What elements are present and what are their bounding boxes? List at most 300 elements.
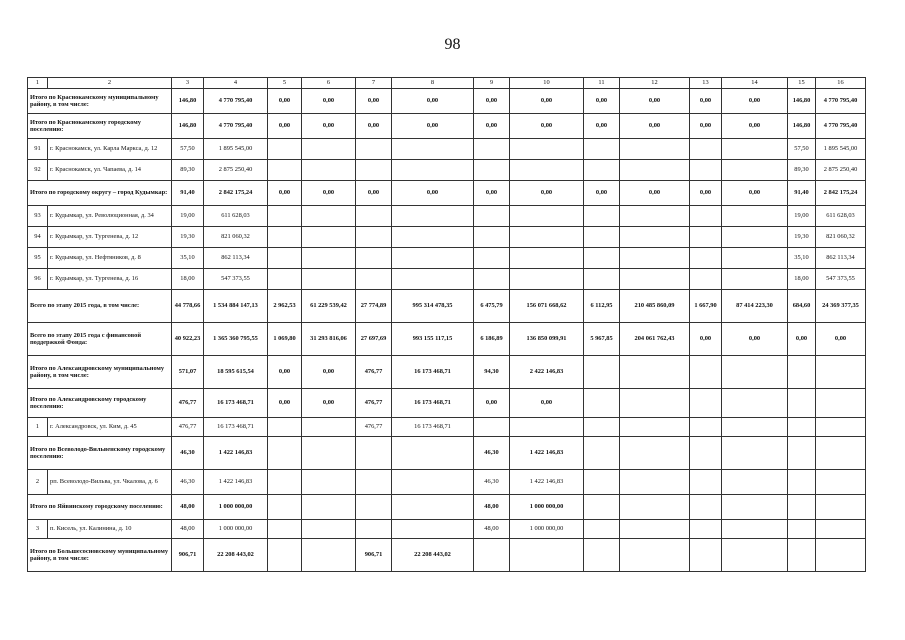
value-cell-col9: 0,00	[474, 89, 510, 114]
value-cell-col11: 0,00	[584, 89, 620, 114]
value-cell-col5: 0,00	[268, 181, 302, 206]
address-cell: рп. Всеволодо-Вильва, ул. Чкалова, д. 6	[48, 470, 172, 495]
value-cell-col12	[620, 437, 690, 470]
value-cell-col10: 0,00	[510, 181, 584, 206]
value-cell-col5	[268, 160, 302, 181]
value-cell-col15: 91,40	[788, 181, 816, 206]
value-cell-col7	[356, 437, 392, 470]
page-number: 98	[444, 36, 461, 53]
summary-label: Итого по Александровскому городскому поселению:	[28, 389, 172, 418]
value-cell-col14	[722, 139, 788, 160]
value-cell-col6	[302, 539, 356, 572]
value-cell-col10	[510, 139, 584, 160]
value-cell-col4: 1 000 000,00	[204, 520, 268, 539]
housing-program-table	[27, 77, 866, 572]
value-cell-col7: 906,71	[356, 539, 392, 572]
value-cell-col7: 476,77	[356, 389, 392, 418]
value-cell-col4: 16 173 468,71	[204, 389, 268, 418]
value-cell-col3: 146,80	[172, 114, 204, 139]
value-cell-col9	[474, 418, 510, 437]
value-cell-col4: 2 842 175,24	[204, 181, 268, 206]
value-cell-col3: 571,07	[172, 356, 204, 389]
value-cell-col15	[788, 495, 816, 520]
address-cell: п. Кисель, ул. Калинина, д. 10	[48, 520, 172, 539]
value-cell-col9	[474, 206, 510, 227]
value-cell-col9: 46,30	[474, 437, 510, 470]
value-cell-col5	[268, 437, 302, 470]
table-row	[28, 160, 866, 181]
table-row	[28, 227, 866, 248]
value-cell-col14: 0,00	[722, 323, 788, 356]
value-cell-col3: 44 778,66	[172, 290, 204, 323]
value-cell-col14	[722, 437, 788, 470]
table-row	[28, 520, 866, 539]
value-cell-col13: 0,00	[690, 114, 722, 139]
value-cell-col6	[302, 437, 356, 470]
value-cell-col6: 0,00	[302, 389, 356, 418]
summary-row	[28, 181, 866, 206]
value-cell-col11	[584, 520, 620, 539]
value-cell-col14	[722, 495, 788, 520]
value-cell-col14	[722, 160, 788, 181]
summary-row	[28, 114, 866, 139]
value-cell-col11	[584, 539, 620, 572]
value-cell-col8: 16 173 468,71	[392, 418, 474, 437]
value-cell-col3: 46,30	[172, 437, 204, 470]
value-cell-col10: 1 000 000,00	[510, 520, 584, 539]
value-cell-col6: 0,00	[302, 114, 356, 139]
value-cell-col5	[268, 418, 302, 437]
value-cell-col9	[474, 139, 510, 160]
summary-label: Итого по Краснокамскому муниципальному району, в том числе:	[28, 89, 172, 114]
summary-row	[28, 437, 866, 470]
value-cell-col3: 18,00	[172, 269, 204, 290]
value-cell-col15: 19,30	[788, 227, 816, 248]
value-cell-col12: 0,00	[620, 181, 690, 206]
value-cell-col10	[510, 418, 584, 437]
value-cell-col13	[690, 160, 722, 181]
value-cell-col14	[722, 227, 788, 248]
value-cell-col4: 4 770 795,40	[204, 89, 268, 114]
value-cell-col9: 94,30	[474, 356, 510, 389]
value-cell-col5: 0,00	[268, 356, 302, 389]
value-cell-col8: 0,00	[392, 114, 474, 139]
value-cell-col15: 146,80	[788, 89, 816, 114]
value-cell-col13	[690, 495, 722, 520]
value-cell-col14: 0,00	[722, 114, 788, 139]
table-row	[28, 248, 866, 269]
value-cell-col5	[268, 495, 302, 520]
value-cell-col15: 89,30	[788, 160, 816, 181]
value-cell-col4: 1 000 000,00	[204, 495, 268, 520]
value-cell-col16: 611 628,03	[816, 206, 866, 227]
value-cell-col15: 35,10	[788, 248, 816, 269]
value-cell-col3: 48,00	[172, 495, 204, 520]
value-cell-col9: 46,30	[474, 470, 510, 495]
value-cell-col16: 24 369 377,35	[816, 290, 866, 323]
value-cell-col8: 0,00	[392, 89, 474, 114]
column-number-7: 7	[356, 78, 392, 89]
value-cell-col13	[690, 248, 722, 269]
value-cell-col14	[722, 470, 788, 495]
summary-row	[28, 539, 866, 572]
column-number-1: 1	[28, 78, 48, 89]
value-cell-col7: 0,00	[356, 181, 392, 206]
row-number: 92	[28, 160, 48, 181]
value-cell-col14	[722, 269, 788, 290]
value-cell-col13: 1 667,90	[690, 290, 722, 323]
value-cell-col15	[788, 520, 816, 539]
value-cell-col8: 22 208 443,02	[392, 539, 474, 572]
value-cell-col13	[690, 539, 722, 572]
row-number: 94	[28, 227, 48, 248]
value-cell-col5	[268, 227, 302, 248]
column-number-8: 8	[392, 78, 474, 89]
value-cell-col15: 684,60	[788, 290, 816, 323]
summary-label: Всего по этапу 2015 года, в том числе:	[28, 290, 172, 323]
address-cell: г. Кудымкар, ул. Тургенева, д. 16	[48, 269, 172, 290]
summary-row	[28, 495, 866, 520]
value-cell-col10	[510, 248, 584, 269]
value-cell-col3: 48,00	[172, 520, 204, 539]
value-cell-col9: 6 186,89	[474, 323, 510, 356]
value-cell-col16	[816, 356, 866, 389]
value-cell-col7: 0,00	[356, 114, 392, 139]
summary-row	[28, 323, 866, 356]
value-cell-col8	[392, 269, 474, 290]
summary-row	[28, 290, 866, 323]
value-cell-col16: 4 770 795,40	[816, 89, 866, 114]
summary-label: Итого по Краснокамскому городскому поселению:	[28, 114, 172, 139]
value-cell-col6	[302, 139, 356, 160]
column-number-16: 16	[816, 78, 866, 89]
value-cell-col3: 91,40	[172, 181, 204, 206]
value-cell-col4: 16 173 468,71	[204, 418, 268, 437]
value-cell-col11	[584, 206, 620, 227]
value-cell-col10	[510, 269, 584, 290]
value-cell-col6	[302, 418, 356, 437]
value-cell-col7: 476,77	[356, 356, 392, 389]
value-cell-col9: 0,00	[474, 389, 510, 418]
value-cell-col7: 27 774,89	[356, 290, 392, 323]
value-cell-col3: 19,30	[172, 227, 204, 248]
value-cell-col11	[584, 160, 620, 181]
value-cell-col10	[510, 160, 584, 181]
value-cell-col14	[722, 206, 788, 227]
table-row	[28, 206, 866, 227]
value-cell-col14	[722, 389, 788, 418]
value-cell-col4: 1 422 146,83	[204, 437, 268, 470]
value-cell-col9: 48,00	[474, 495, 510, 520]
value-cell-col6	[302, 160, 356, 181]
value-cell-col7	[356, 160, 392, 181]
value-cell-col13	[690, 139, 722, 160]
value-cell-col12: 0,00	[620, 89, 690, 114]
value-cell-col6: 31 293 816,06	[302, 323, 356, 356]
value-cell-col3: 40 922,23	[172, 323, 204, 356]
value-cell-col10: 0,00	[510, 114, 584, 139]
value-cell-col16	[816, 520, 866, 539]
table-row	[28, 139, 866, 160]
value-cell-col9	[474, 269, 510, 290]
column-number-13: 13	[690, 78, 722, 89]
value-cell-col11	[584, 227, 620, 248]
value-cell-col6	[302, 495, 356, 520]
value-cell-col16: 2 875 250,40	[816, 160, 866, 181]
value-cell-col14	[722, 539, 788, 572]
column-number-12: 12	[620, 78, 690, 89]
value-cell-col12	[620, 356, 690, 389]
address-cell: г. Александровск, ул. Ким, д. 45	[48, 418, 172, 437]
value-cell-col12	[620, 206, 690, 227]
summary-row	[28, 356, 866, 389]
value-cell-col4: 1 895 545,00	[204, 139, 268, 160]
value-cell-col7	[356, 248, 392, 269]
value-cell-col8	[392, 470, 474, 495]
summary-row	[28, 89, 866, 114]
column-number-3: 3	[172, 78, 204, 89]
value-cell-col15	[788, 418, 816, 437]
value-cell-col9: 0,00	[474, 114, 510, 139]
value-cell-col13: 0,00	[690, 181, 722, 206]
value-cell-col4: 4 770 795,40	[204, 114, 268, 139]
value-cell-col8	[392, 437, 474, 470]
value-cell-col16: 862 113,34	[816, 248, 866, 269]
value-cell-col12: 210 485 860,09	[620, 290, 690, 323]
value-cell-col3: 46,30	[172, 470, 204, 495]
value-cell-col14	[722, 520, 788, 539]
value-cell-col14: 87 414 223,30	[722, 290, 788, 323]
value-cell-col11	[584, 470, 620, 495]
value-cell-col13	[690, 437, 722, 470]
value-cell-col4: 18 595 615,54	[204, 356, 268, 389]
value-cell-col8: 16 173 468,71	[392, 356, 474, 389]
column-number-row	[28, 78, 866, 89]
column-number-15: 15	[788, 78, 816, 89]
value-cell-col8	[392, 495, 474, 520]
value-cell-col15	[788, 470, 816, 495]
value-cell-col16: 0,00	[816, 323, 866, 356]
value-cell-col8	[392, 248, 474, 269]
value-cell-col7	[356, 520, 392, 539]
value-cell-col15	[788, 389, 816, 418]
value-cell-col10: 2 422 146,83	[510, 356, 584, 389]
value-cell-col12	[620, 470, 690, 495]
value-cell-col6	[302, 227, 356, 248]
value-cell-col13: 0,00	[690, 89, 722, 114]
value-cell-col11: 0,00	[584, 114, 620, 139]
value-cell-col15: 18,00	[788, 269, 816, 290]
value-cell-col9	[474, 539, 510, 572]
value-cell-col11	[584, 269, 620, 290]
value-cell-col3: 19,00	[172, 206, 204, 227]
value-cell-col12	[620, 160, 690, 181]
value-cell-col5	[268, 470, 302, 495]
value-cell-col8: 995 314 478,35	[392, 290, 474, 323]
address-cell: г. Краснокамск, ул. Карла Маркса, д. 12	[48, 139, 172, 160]
value-cell-col10: 1 422 146,83	[510, 470, 584, 495]
value-cell-col14	[722, 248, 788, 269]
value-cell-col12	[620, 269, 690, 290]
value-cell-col13	[690, 206, 722, 227]
summary-label: Итого по Всеволодо-Вильвенскому городскому поселению:	[28, 437, 172, 470]
summary-label: Итого по Яйвинскому городскому поселению:	[28, 495, 172, 520]
value-cell-col11	[584, 418, 620, 437]
value-cell-col7	[356, 139, 392, 160]
value-cell-col7	[356, 206, 392, 227]
value-cell-col10: 0,00	[510, 389, 584, 418]
value-cell-col16	[816, 389, 866, 418]
value-cell-col16	[816, 470, 866, 495]
value-cell-col9	[474, 160, 510, 181]
value-cell-col9	[474, 248, 510, 269]
value-cell-col7	[356, 470, 392, 495]
value-cell-col11	[584, 356, 620, 389]
value-cell-col7	[356, 227, 392, 248]
value-cell-col14	[722, 356, 788, 389]
value-cell-col11	[584, 389, 620, 418]
value-cell-col6	[302, 269, 356, 290]
value-cell-col4: 547 373,55	[204, 269, 268, 290]
value-cell-col12	[620, 139, 690, 160]
value-cell-col11: 0,00	[584, 181, 620, 206]
value-cell-col15: 0,00	[788, 323, 816, 356]
row-number: 93	[28, 206, 48, 227]
value-cell-col16	[816, 539, 866, 572]
value-cell-col7: 476,77	[356, 418, 392, 437]
value-cell-col10	[510, 206, 584, 227]
summary-label: Итого по Александровскому муниципальному району, в том числе:	[28, 356, 172, 389]
value-cell-col8	[392, 206, 474, 227]
summary-label: Итого по городскому округу – город Кудымкар:	[28, 181, 172, 206]
column-number-9: 9	[474, 78, 510, 89]
value-cell-col10: 1 422 146,83	[510, 437, 584, 470]
value-cell-col4: 862 113,34	[204, 248, 268, 269]
value-cell-col10	[510, 227, 584, 248]
value-cell-col11: 6 112,95	[584, 290, 620, 323]
row-number: 96	[28, 269, 48, 290]
value-cell-col12	[620, 539, 690, 572]
value-cell-col13	[690, 356, 722, 389]
value-cell-col12	[620, 227, 690, 248]
column-number-6: 6	[302, 78, 356, 89]
value-cell-col15	[788, 539, 816, 572]
value-cell-col16	[816, 437, 866, 470]
value-cell-col3: 476,77	[172, 418, 204, 437]
column-number-4: 4	[204, 78, 268, 89]
table-row	[28, 269, 866, 290]
value-cell-col11	[584, 437, 620, 470]
value-cell-col5: 1 069,80	[268, 323, 302, 356]
value-cell-col8	[392, 139, 474, 160]
value-cell-col6: 0,00	[302, 181, 356, 206]
value-cell-col15: 57,50	[788, 139, 816, 160]
value-cell-col15	[788, 356, 816, 389]
value-cell-col14	[722, 418, 788, 437]
table-row	[28, 470, 866, 495]
value-cell-col8	[392, 160, 474, 181]
value-cell-col4: 1 365 360 795,55	[204, 323, 268, 356]
value-cell-col5	[268, 206, 302, 227]
value-cell-col16: 2 842 175,24	[816, 181, 866, 206]
value-cell-col3: 906,71	[172, 539, 204, 572]
value-cell-col15	[788, 437, 816, 470]
row-number: 3	[28, 520, 48, 539]
value-cell-col13	[690, 520, 722, 539]
summary-label: Итого по Большесосновскому муниципальному району, в том числе:	[28, 539, 172, 572]
value-cell-col11	[584, 495, 620, 520]
value-cell-col12: 204 061 762,43	[620, 323, 690, 356]
value-cell-col7: 0,00	[356, 89, 392, 114]
column-number-11: 11	[584, 78, 620, 89]
value-cell-col5	[268, 248, 302, 269]
value-cell-col15: 19,00	[788, 206, 816, 227]
value-cell-col16: 821 060,32	[816, 227, 866, 248]
value-cell-col16	[816, 418, 866, 437]
value-cell-col10: 156 071 668,62	[510, 290, 584, 323]
value-cell-col13	[690, 269, 722, 290]
value-cell-col8: 16 173 468,71	[392, 389, 474, 418]
value-cell-col4: 1 534 884 147,13	[204, 290, 268, 323]
value-cell-col7	[356, 495, 392, 520]
value-cell-col4: 2 875 250,40	[204, 160, 268, 181]
column-number-14: 14	[722, 78, 788, 89]
value-cell-col9: 0,00	[474, 181, 510, 206]
value-cell-col16: 1 895 545,00	[816, 139, 866, 160]
value-cell-col12	[620, 495, 690, 520]
value-cell-col13	[690, 227, 722, 248]
row-number: 2	[28, 470, 48, 495]
value-cell-col16: 4 770 795,40	[816, 114, 866, 139]
value-cell-col12	[620, 248, 690, 269]
value-cell-col6: 0,00	[302, 356, 356, 389]
column-number-2: 2	[48, 78, 172, 89]
value-cell-col10: 0,00	[510, 89, 584, 114]
value-cell-col10	[510, 539, 584, 572]
value-cell-col3: 476,77	[172, 389, 204, 418]
value-cell-col12	[620, 418, 690, 437]
value-cell-col14: 0,00	[722, 89, 788, 114]
value-cell-col12	[620, 520, 690, 539]
value-cell-col11	[584, 248, 620, 269]
value-cell-col9	[474, 227, 510, 248]
value-cell-col5	[268, 539, 302, 572]
summary-row	[28, 389, 866, 418]
value-cell-col13	[690, 418, 722, 437]
value-cell-col12: 0,00	[620, 114, 690, 139]
value-cell-col13	[690, 470, 722, 495]
row-number: 1	[28, 418, 48, 437]
value-cell-col16	[816, 495, 866, 520]
column-number-5: 5	[268, 78, 302, 89]
value-cell-col12	[620, 389, 690, 418]
row-number: 95	[28, 248, 48, 269]
column-number-10: 10	[510, 78, 584, 89]
summary-label: Всего по этапу 2015 года с финансовой поддержкой Фонда:	[28, 323, 172, 356]
value-cell-col5: 2 962,53	[268, 290, 302, 323]
value-cell-col9: 48,00	[474, 520, 510, 539]
value-cell-col6: 0,00	[302, 89, 356, 114]
value-cell-col5	[268, 139, 302, 160]
value-cell-col5	[268, 269, 302, 290]
address-cell: г. Краснокамск, ул. Чапаева, д. 14	[48, 160, 172, 181]
value-cell-col5: 0,00	[268, 89, 302, 114]
value-cell-col6	[302, 248, 356, 269]
value-cell-col14: 0,00	[722, 181, 788, 206]
value-cell-col4: 611 628,03	[204, 206, 268, 227]
value-cell-col3: 146,80	[172, 89, 204, 114]
value-cell-col5: 0,00	[268, 389, 302, 418]
